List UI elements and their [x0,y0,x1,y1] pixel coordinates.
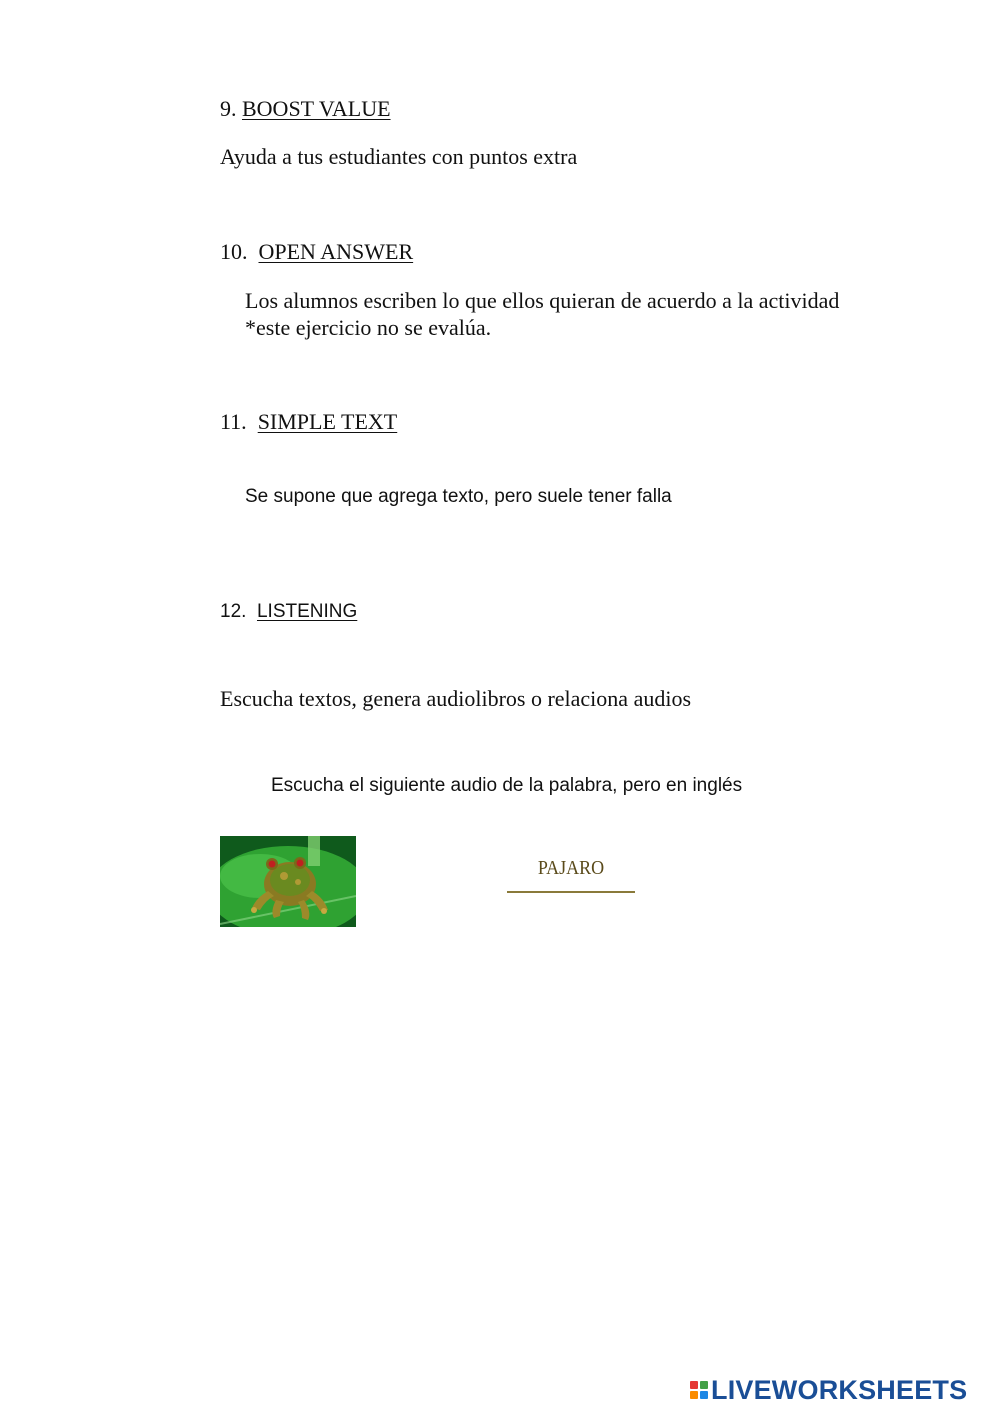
logo-badge-icon [690,1381,708,1399]
exercise-instruction: Escucha el siguiente audio de la palabra, pero en inglés [271,775,743,796]
section-10-description [245,287,839,341]
frog-on-leaf-icon [220,836,356,927]
section-number: 11. [220,409,247,434]
section-title: SIMPLE TEXT [257,409,398,434]
section-title: OPEN ANSWER [258,239,414,264]
logo-text: LIVEWORKSHEETS [711,1374,968,1405]
description-line: *este ejercicio no se evalúa. [245,315,492,340]
answer-input[interactable] [507,855,635,893]
liveworksheets-logo [690,1375,967,1405]
section-11-description: Se supone que agrega texto, pero suele tener falla [245,486,672,507]
section-number: 9. [220,96,237,121]
section-title: BOOST VALUE [242,96,391,121]
section-12-description: Escucha textos, genera audiolibros o relaciona audios [220,686,692,711]
section-title: LISTENING [256,601,358,622]
section-10-heading [220,239,413,265]
section-9-heading [220,96,391,122]
answer-value: PAJARO [537,857,605,879]
description-line: Los alumnos escriben lo que ellos quieran de acuerdo a la actividad [245,288,840,313]
section-number: 12. [220,601,247,622]
section-9-description: Ayuda a tus estudiantes con puntos extra [220,144,578,169]
frog-image [220,836,356,927]
section-number: 10. [220,239,248,264]
section-12-heading [220,601,357,623]
section-11-heading [220,409,397,435]
